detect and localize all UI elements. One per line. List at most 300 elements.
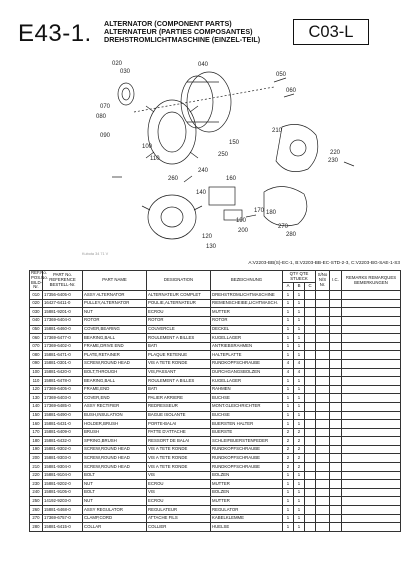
cell-serial (316, 308, 330, 317)
cell-part-no: 15881-6432-0 (43, 437, 83, 446)
callout-160: 160 (226, 176, 237, 182)
cell-serial (316, 368, 330, 377)
cell-ref: 250 (30, 497, 43, 506)
cell-qty-b: 4 (294, 359, 305, 368)
cell-designation: COUVERCLE (147, 325, 211, 334)
callout-030: 030 (120, 69, 131, 75)
cell-remarks (342, 471, 401, 480)
cell-ic (330, 377, 342, 386)
cell-remarks (342, 506, 401, 515)
cell-part-no: 17369-6477-0 (43, 334, 83, 343)
cell-remarks (342, 299, 401, 308)
cell-qty-a: 1 (283, 488, 294, 497)
cell-bezeichnung: BUERSTE (211, 428, 283, 437)
cell-designation: RESSORT DE BALAI (147, 437, 211, 446)
table-row (30, 437, 401, 446)
cell-designation: ATTACHE FILS (147, 514, 211, 523)
cell-qty-a: 1 (283, 402, 294, 411)
cell-bezeichnung: DECKEL (211, 325, 283, 334)
cell-remarks (342, 454, 401, 463)
cell-qty-b: 2 (294, 428, 305, 437)
cell-qty-b: 2 (294, 437, 305, 446)
cell-ic (330, 291, 342, 300)
cell-bezeichnung: BUERSTEN HALTER (211, 420, 283, 429)
cell-qty-c (305, 402, 316, 411)
title-block (104, 20, 260, 44)
cell-serial (316, 351, 330, 360)
cell-bezeichnung: REGULATOR (211, 506, 283, 515)
cell-qty-c (305, 291, 316, 300)
cell-ref: 240 (30, 488, 43, 497)
cell-part-name: PULLEY,ALTERNATOR (83, 299, 147, 308)
cell-remarks (342, 368, 401, 377)
cell-part-name: COVER,END (83, 394, 147, 403)
cell-designation: ECROU (147, 497, 211, 506)
title-german: DREHSTROMLICHTMASCHINE (EINZEL-TEIL) (104, 35, 261, 44)
cell-part-no: 16427-6411-0 (43, 299, 83, 308)
cell-ref: 130 (30, 394, 43, 403)
cell-remarks (342, 463, 401, 472)
cell-part-no: 15881-9104-0 (43, 471, 83, 480)
col-remarks-header: REMARKS REMARQUES BEMERKUNGEN (342, 271, 401, 291)
cell-qty-b: 1 (294, 316, 305, 325)
cell-qty-c (305, 454, 316, 463)
cell-ref: 060 (30, 334, 43, 343)
cell-ic (330, 488, 342, 497)
table-row (30, 334, 401, 343)
cell-remarks (342, 334, 401, 343)
callout-220: 220 (330, 150, 341, 156)
cell-part-no: 15881-9304-0 (43, 463, 83, 472)
model-applicability-line: A:V2203-BB(S)-EC-1, B:V2203-BB-EC-STD-2-3, C:V2203-BG-SAE-1-S3 (248, 260, 400, 265)
cell-bezeichnung: MUTTER (211, 308, 283, 317)
table-row (30, 463, 401, 472)
table-row (30, 394, 401, 403)
cell-ref: 040 (30, 316, 43, 325)
cell-part-name: BRUSH (83, 428, 147, 437)
cell-qty-b: 1 (294, 377, 305, 386)
section-code: C03-L (308, 22, 354, 41)
cell-remarks (342, 437, 401, 446)
cell-qty-b: 1 (294, 488, 305, 497)
cell-qty-c (305, 497, 316, 506)
cell-designation: VIS A TETE RONDE (147, 445, 211, 454)
cell-bezeichnung: HUELSE (211, 523, 283, 532)
cell-ic (330, 334, 342, 343)
cell-qty-a: 2 (283, 428, 294, 437)
table-row (30, 480, 401, 489)
cell-part-no: 15881-6460-0 (43, 325, 83, 334)
cell-qty-a: 1 (283, 420, 294, 429)
cell-serial (316, 480, 330, 489)
cell-designation: PATTE D'ATTACHE (147, 428, 211, 437)
cell-serial (316, 359, 330, 368)
col-qty-a-header: A (283, 283, 294, 291)
cell-ref: 280 (30, 523, 43, 532)
cell-part-no: 15881-6415-0 (43, 523, 83, 532)
cell-qty-a: 1 (283, 411, 294, 420)
cell-ref: 220 (30, 471, 43, 480)
callout-260: 260 (168, 176, 179, 182)
col-designation-header: DESIGNATION (147, 271, 211, 291)
table-row (30, 368, 401, 377)
callout-270: 270 (278, 224, 289, 230)
callout-120: 120 (202, 234, 213, 240)
cell-part-no: 15881-9201-0 (43, 308, 83, 317)
drawing-watermark: Kubota 34 71 V (82, 252, 109, 256)
cell-part-no: 15881-6471-0 (43, 351, 83, 360)
cell-ic (330, 480, 342, 489)
cell-bezeichnung: KABELKLEMME (211, 514, 283, 523)
cell-remarks (342, 402, 401, 411)
cell-part-name: SCREW,ROUND HEAD (83, 445, 147, 454)
parts-table-body (30, 291, 401, 532)
cell-qty-a: 1 (283, 506, 294, 515)
cell-qty-a: 1 (283, 377, 294, 386)
callout-140: 140 (196, 190, 207, 196)
cell-qty-c (305, 394, 316, 403)
cell-designation: BATI (147, 342, 211, 351)
cell-qty-c (305, 523, 316, 532)
cell-ref: 090 (30, 359, 43, 368)
cell-remarks (342, 325, 401, 334)
cell-part-no: 17369-6757-0 (43, 514, 83, 523)
table-row (30, 514, 401, 523)
cell-bezeichnung: BUCHSE (211, 411, 283, 420)
page-code: E43-1. (18, 20, 92, 47)
cell-ic (330, 402, 342, 411)
callout-230: 230 (328, 158, 339, 164)
regulator-part (209, 187, 242, 220)
cell-ref: 170 (30, 428, 43, 437)
cell-bezeichnung: ROTOR (211, 316, 283, 325)
cell-qty-a: 1 (283, 342, 294, 351)
callout-250: 250 (218, 152, 229, 158)
cell-ref: 180 (30, 437, 43, 446)
cell-remarks (342, 385, 401, 394)
table-row (30, 506, 401, 515)
col-serial-header: S/No N/S Nr. (316, 271, 330, 291)
cell-qty-c (305, 299, 316, 308)
cell-remarks (342, 377, 401, 386)
cell-part-name: SCREW,ROUND HEAD (83, 359, 147, 368)
cell-qty-b: 1 (294, 514, 305, 523)
cell-ic (330, 385, 342, 394)
cell-remarks (342, 523, 401, 532)
callout-200: 200 (238, 228, 249, 234)
cell-bezeichnung: RUNDKOPFSCHRAUBE (211, 359, 283, 368)
cell-ref: 020 (30, 299, 43, 308)
cell-remarks (342, 359, 401, 368)
cell-part-no: 17369-6485-0 (43, 402, 83, 411)
cell-remarks (342, 291, 401, 300)
cell-part-name: NUT (83, 480, 147, 489)
cell-bezeichnung: RUNDKOPFSCHRAUBE (211, 454, 283, 463)
cell-remarks (342, 497, 401, 506)
cell-part-name: COVER,BEARING (83, 325, 147, 334)
table-row (30, 454, 401, 463)
cell-ic (330, 359, 342, 368)
cell-qty-c (305, 377, 316, 386)
table-row (30, 377, 401, 386)
cell-designation: ROTOR (147, 316, 211, 325)
cell-qty-a: 1 (283, 497, 294, 506)
table-row (30, 488, 401, 497)
table-row (30, 523, 401, 532)
cell-qty-a: 1 (283, 471, 294, 480)
cell-qty-b: 1 (294, 411, 305, 420)
cell-serial (316, 377, 330, 386)
cell-part-name: ASSY RECTIFIER (83, 402, 147, 411)
cell-serial (316, 299, 330, 308)
cell-remarks (342, 308, 401, 317)
cell-ref: 230 (30, 480, 43, 489)
col-ref-header: REF.No. POS.No. BILD-Nr. (31, 270, 48, 290)
cell-ic (330, 308, 342, 317)
rotor-part (134, 72, 274, 132)
cell-qty-b: 1 (294, 497, 305, 506)
cell-qty-c (305, 334, 316, 343)
cell-qty-c (305, 308, 316, 317)
table-row (30, 420, 401, 429)
cell-bezeichnung: DREHSTROMLICHTMASCHINE (211, 291, 283, 300)
cell-remarks (342, 342, 401, 351)
cell-part-name: HOLDER,BRUSH (83, 420, 147, 429)
cell-bezeichnung: RUNDKOPFSCHRAUBE (211, 445, 283, 454)
cell-serial (316, 463, 330, 472)
cell-serial (316, 471, 330, 480)
cell-part-no: 17356-6405-0 (43, 291, 83, 300)
cell-part-no: 17369-6405-0 (43, 385, 83, 394)
col-qty-header: QTY QTE STUECK (283, 271, 316, 283)
cell-ic (330, 420, 342, 429)
cell-part-name: PLATE,RETAINER (83, 351, 147, 360)
cell-qty-c (305, 368, 316, 377)
callout-080: 080 (96, 114, 107, 120)
cell-serial (316, 291, 330, 300)
cell-ic (330, 342, 342, 351)
table-row (30, 428, 401, 437)
cell-serial (316, 514, 330, 523)
cell-designation: PORTE-BALAI (147, 420, 211, 429)
table-row (30, 291, 401, 300)
cell-bezeichnung: DURCHGANGSBOLZEN (211, 368, 283, 377)
cell-ic (330, 471, 342, 480)
table-row (30, 342, 401, 351)
cell-qty-b: 1 (294, 394, 305, 403)
cell-qty-c (305, 463, 316, 472)
cell-serial (316, 420, 330, 429)
table-header-row (30, 271, 401, 283)
cell-qty-b: 1 (294, 334, 305, 343)
cell-qty-b: 1 (294, 480, 305, 489)
cell-remarks (342, 445, 401, 454)
cell-qty-b: 1 (294, 506, 305, 515)
cell-qty-c (305, 342, 316, 351)
cell-part-name: ROTOR (83, 316, 147, 325)
cell-qty-b: 1 (294, 299, 305, 308)
cell-qty-b: 1 (294, 342, 305, 351)
callout-170: 170 (254, 208, 265, 214)
cell-ref: 190 (30, 445, 43, 454)
col-ic-header: I.C. (330, 271, 342, 291)
section-code-box (293, 19, 369, 45)
cell-ic (330, 445, 342, 454)
callout-130: 130 (206, 244, 217, 250)
cell-qty-c (305, 480, 316, 489)
cell-serial (316, 334, 330, 343)
cell-remarks (342, 420, 401, 429)
cell-part-name: FRAME,END (83, 385, 147, 394)
cell-designation: PALIER ARRIERE (147, 394, 211, 403)
cell-ic (330, 299, 342, 308)
cell-bezeichnung: RUNDKOPFSCHRAUBE (211, 463, 283, 472)
table-row (30, 325, 401, 334)
cell-ic (330, 506, 342, 515)
cell-remarks (342, 394, 401, 403)
col-part-no-header: PART No. REFERENCE BESTELL-Nr. (43, 271, 83, 291)
cell-ic (330, 428, 342, 437)
cell-qty-a: 1 (283, 394, 294, 403)
cell-part-name: ASSY ALTERNATOR (83, 291, 147, 300)
cell-qty-b: 1 (294, 523, 305, 532)
cell-qty-b: 4 (294, 368, 305, 377)
cell-qty-c (305, 514, 316, 523)
cell-qty-a: 4 (283, 359, 294, 368)
cell-part-name: CLAMP,CORD (83, 514, 147, 523)
cell-qty-a: 2 (283, 463, 294, 472)
cell-serial (316, 437, 330, 446)
cell-part-name: SCREW,ROUND HEAD (83, 454, 147, 463)
cell-designation: ROULEMENT A BILLES (147, 377, 211, 386)
cell-part-no: 15881-9202-0 (43, 480, 83, 489)
table-row (30, 445, 401, 454)
end-frame-part (142, 195, 202, 239)
cell-bezeichnung: KUGELLAGER (211, 334, 283, 343)
cell-qty-c (305, 385, 316, 394)
cell-designation: ECROU (147, 480, 211, 489)
cell-qty-b: 1 (294, 325, 305, 334)
cell-remarks (342, 480, 401, 489)
cell-part-no: 15881-9302-0 (43, 445, 83, 454)
cell-ref: 140 (30, 402, 43, 411)
rear-cover-part (264, 186, 307, 225)
cell-part-name: NUT (83, 497, 147, 506)
cell-ic (330, 463, 342, 472)
callout-060: 060 (286, 88, 297, 94)
cell-bezeichnung: RAHMEN (211, 385, 283, 394)
cell-bezeichnung: BUCHSE (211, 394, 283, 403)
cell-remarks (342, 428, 401, 437)
cell-designation: VIS A TETE RONDE (147, 463, 211, 472)
cell-qty-b: 2 (294, 445, 305, 454)
cell-qty-b: 1 (294, 291, 305, 300)
cell-part-no: 17369-6402-0 (43, 342, 83, 351)
cell-serial (316, 342, 330, 351)
cell-serial (316, 428, 330, 437)
cell-ref: 110 (30, 377, 43, 386)
cell-designation: POULIE,ALTERNATEUR (147, 299, 211, 308)
table-row (30, 385, 401, 394)
rectifier-part (276, 124, 318, 171)
pulley-part (118, 83, 134, 105)
cell-part-no: 15881-6409-0 (43, 428, 83, 437)
cell-ic (330, 325, 342, 334)
drive-end-frame-part (146, 100, 198, 164)
callout-240: 240 (198, 168, 209, 174)
cell-ref: 120 (30, 385, 43, 394)
cell-qty-c (305, 420, 316, 429)
cell-qty-b: 2 (294, 454, 305, 463)
cell-designation: REGULATEUR (147, 506, 211, 515)
cell-bezeichnung: BOLZEN (211, 471, 283, 480)
cell-part-name: BUSH,INSULATION (83, 411, 147, 420)
cell-qty-a: 1 (283, 291, 294, 300)
cell-qty-a: 1 (283, 316, 294, 325)
callout-180: 180 (266, 210, 277, 216)
cell-qty-a: 1 (283, 523, 294, 532)
cell-ic (330, 514, 342, 523)
cell-designation: ROULEMENT A BILLES (147, 334, 211, 343)
cell-qty-b: 1 (294, 402, 305, 411)
cell-part-name: SCREW,ROUND HEAD (83, 463, 147, 472)
table-row (30, 351, 401, 360)
cell-qty-c (305, 325, 316, 334)
cell-ref: 200 (30, 454, 43, 463)
cell-qty-a: 1 (283, 308, 294, 317)
cell-part-no: 15881-6431-0 (43, 420, 83, 429)
table-row (30, 308, 401, 317)
table-row (30, 316, 401, 325)
cell-part-no: 15881-6490-0 (43, 411, 83, 420)
cell-qty-a: 1 (283, 334, 294, 343)
cell-serial (316, 385, 330, 394)
title-french: ALTERNATEUR (PARTIES COMPOSANTES) (104, 27, 253, 36)
cell-qty-a: 1 (283, 299, 294, 308)
cell-designation: COLLIER (147, 523, 211, 532)
cell-ref: 010 (30, 291, 43, 300)
cell-designation: VIS A TETE RONDE (147, 359, 211, 368)
cell-remarks (342, 488, 401, 497)
cell-serial (316, 411, 330, 420)
exploded-parts-drawing (14, 52, 400, 260)
cell-ref: 260 (30, 506, 43, 515)
cell-part-name: ASSY REGULATOR (83, 506, 147, 515)
cell-serial (316, 402, 330, 411)
cell-serial (316, 325, 330, 334)
cell-qty-c (305, 445, 316, 454)
cell-part-name: NUT (83, 308, 147, 317)
cell-designation: ALTERNATEUR COMPLET (147, 291, 211, 300)
cell-bezeichnung: RIEMENSCHEIBE,LICHTMASCH. (211, 299, 283, 308)
cell-ref: 050 (30, 325, 43, 334)
cell-qty-b: 1 (294, 351, 305, 360)
cell-part-name: BEARING,BALL (83, 334, 147, 343)
cell-qty-a: 2 (283, 445, 294, 454)
cell-part-name: SPRING,BRUSH (83, 437, 147, 446)
cell-qty-b: 1 (294, 308, 305, 317)
cell-serial (316, 497, 330, 506)
cell-part-name: FRAME,DRIVE END (83, 342, 147, 351)
cell-qty-a: 1 (283, 480, 294, 489)
cell-remarks (342, 316, 401, 325)
cell-bezeichnung: BOLZEN (211, 488, 283, 497)
cell-ic (330, 411, 342, 420)
cell-qty-a: 1 (283, 514, 294, 523)
cell-part-no: 17369-6403-0 (43, 394, 83, 403)
cell-qty-c (305, 437, 316, 446)
cell-part-name: BOLT (83, 488, 147, 497)
